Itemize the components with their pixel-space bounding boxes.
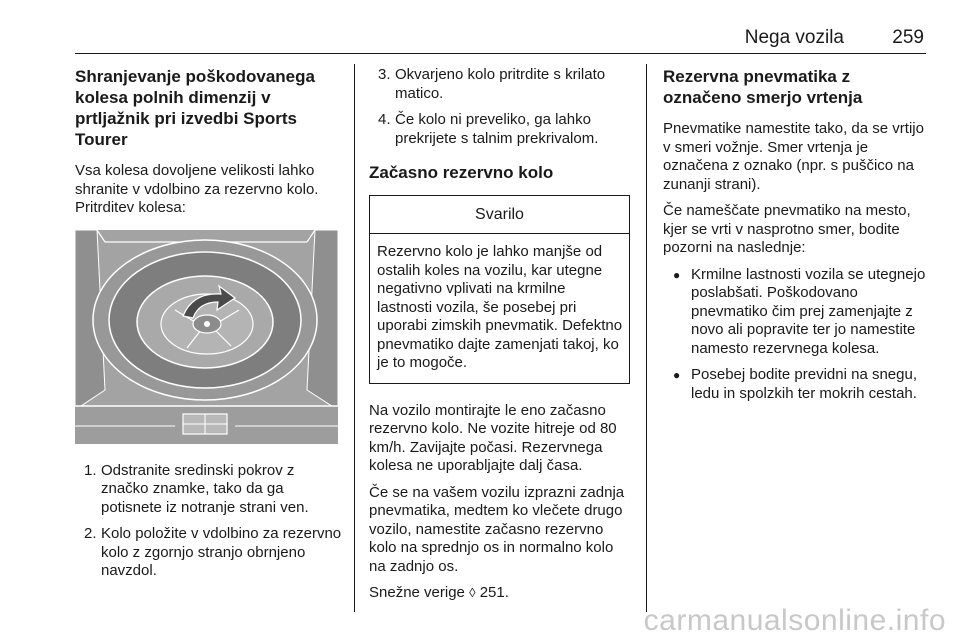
spare-wheel-illustration: [75, 230, 338, 444]
section-heading: Rezervna pnevmatika z označeno smerjo vrtenja: [663, 67, 863, 107]
section-heading: Shranjevanje poškodovanega kolesa polnih dimenzij v prtljažnik pri izvedbi Sports Tourer: [75, 67, 315, 149]
step-text: Odstranite sredinski pokrov z značko znamke, tako da ga potisnete iz notranje strani ven.: [101, 461, 309, 516]
step-text: Če kolo ni preveliko, ga lahko prekrijete s talnim prekrivalom.: [395, 111, 599, 147]
bullet-icon: ●: [673, 368, 681, 382]
list-item: [369, 111, 633, 148]
step-text: Kolo položite v vdolbino za rezervno kolo z zgornjo stranjo obrnjeno navzdol.: [101, 525, 342, 579]
page-header: [75, 27, 926, 54]
paragraph: Pnevmatike namestite tako, da se vrtijo v smeri vožnje. Smer vrtenja je označena z oznako (npr. s puščico na zunanji strani).: [663, 120, 924, 193]
paragraph: Če nameščate pnevmatiko na mesto, kjer se vrti v nasprotno smer, bodite pozorni na naslednje:: [663, 202, 911, 256]
intro-paragraph: Vsa kolesa dovoljene velikosti lahko shranite v vdolbino za rezervno kolo. Pritrditev kolesa:: [75, 162, 319, 216]
column-middle: [369, 66, 633, 611]
list-item: [663, 266, 929, 359]
steps-list: [369, 66, 633, 148]
paragraph: Na vozilo montirajte le eno začasno rezervno kolo. Ne vozite hitreje od 80 km/h. Zavijajte počasi. Rezervnega kolesa ne uporabljajte dalj časa.: [369, 401, 617, 474]
bullet-list: [663, 266, 929, 404]
step-number: 3.: [378, 66, 391, 83]
warning-text: Rezervno kolo je lahko manjše od ostalih koles na vozilu, kar utegne negativno vplivati na krmilne lastnosti vozila, še posebej pri uporabi zimskih pnevmatik. Defektno pnevmatiko dajte zamenjati takoj, ko je to mogoče.: [377, 243, 623, 371]
watermark: carmanualsonline.info: [643, 604, 946, 637]
step-number: 4.: [378, 111, 391, 128]
step-text: Okvarjeno kolo pritrdite s krilato matico.: [395, 66, 606, 102]
section-title: Nega vozila: [744, 27, 844, 48]
column-left: [75, 66, 343, 589]
spare-wheel-drawing: [75, 230, 338, 444]
list-item: [369, 66, 633, 103]
list-item: [663, 366, 929, 403]
bullet-text: Posebej bodite previdni na snegu, ledu in spolzkih ter mokrih cestah.: [691, 366, 917, 402]
bullet-text: Krmilne lastnosti vozila se utegnejo poslabšati. Poškodovano pnevmatiko čim prej zamenjajte z novo ali popravite ter jo namestite namesto rezervnega kolesa.: [691, 265, 926, 357]
page-number: 259: [892, 27, 924, 48]
bullet-icon: ●: [673, 267, 681, 282]
steps-list: [75, 462, 343, 581]
warning-title: Svarilo: [370, 196, 629, 234]
paragraph: Če se na vašem vozilu izprazni zadnja pnevmatika, medtem ko vlečete drugo vozilo, namestite začasno rezervno kolo na sprednjo os in normalno kolo na zadnjo os.: [369, 483, 625, 575]
list-item: [75, 525, 343, 581]
list-item: [75, 462, 343, 518]
step-number: 2.: [84, 525, 97, 542]
cross-reference[interactable]: [369, 584, 633, 603]
reference-arrow-icon: ◊: [469, 585, 476, 600]
column-right: [663, 66, 929, 411]
column-divider: [354, 64, 355, 612]
step-number: 1.: [84, 461, 97, 479]
reference-page: 251.: [479, 584, 509, 601]
reference-label: Snežne verige: [369, 584, 465, 601]
section-heading: Začasno rezervno kolo: [369, 163, 554, 182]
warning-box: [369, 195, 630, 384]
column-divider: [646, 64, 647, 612]
